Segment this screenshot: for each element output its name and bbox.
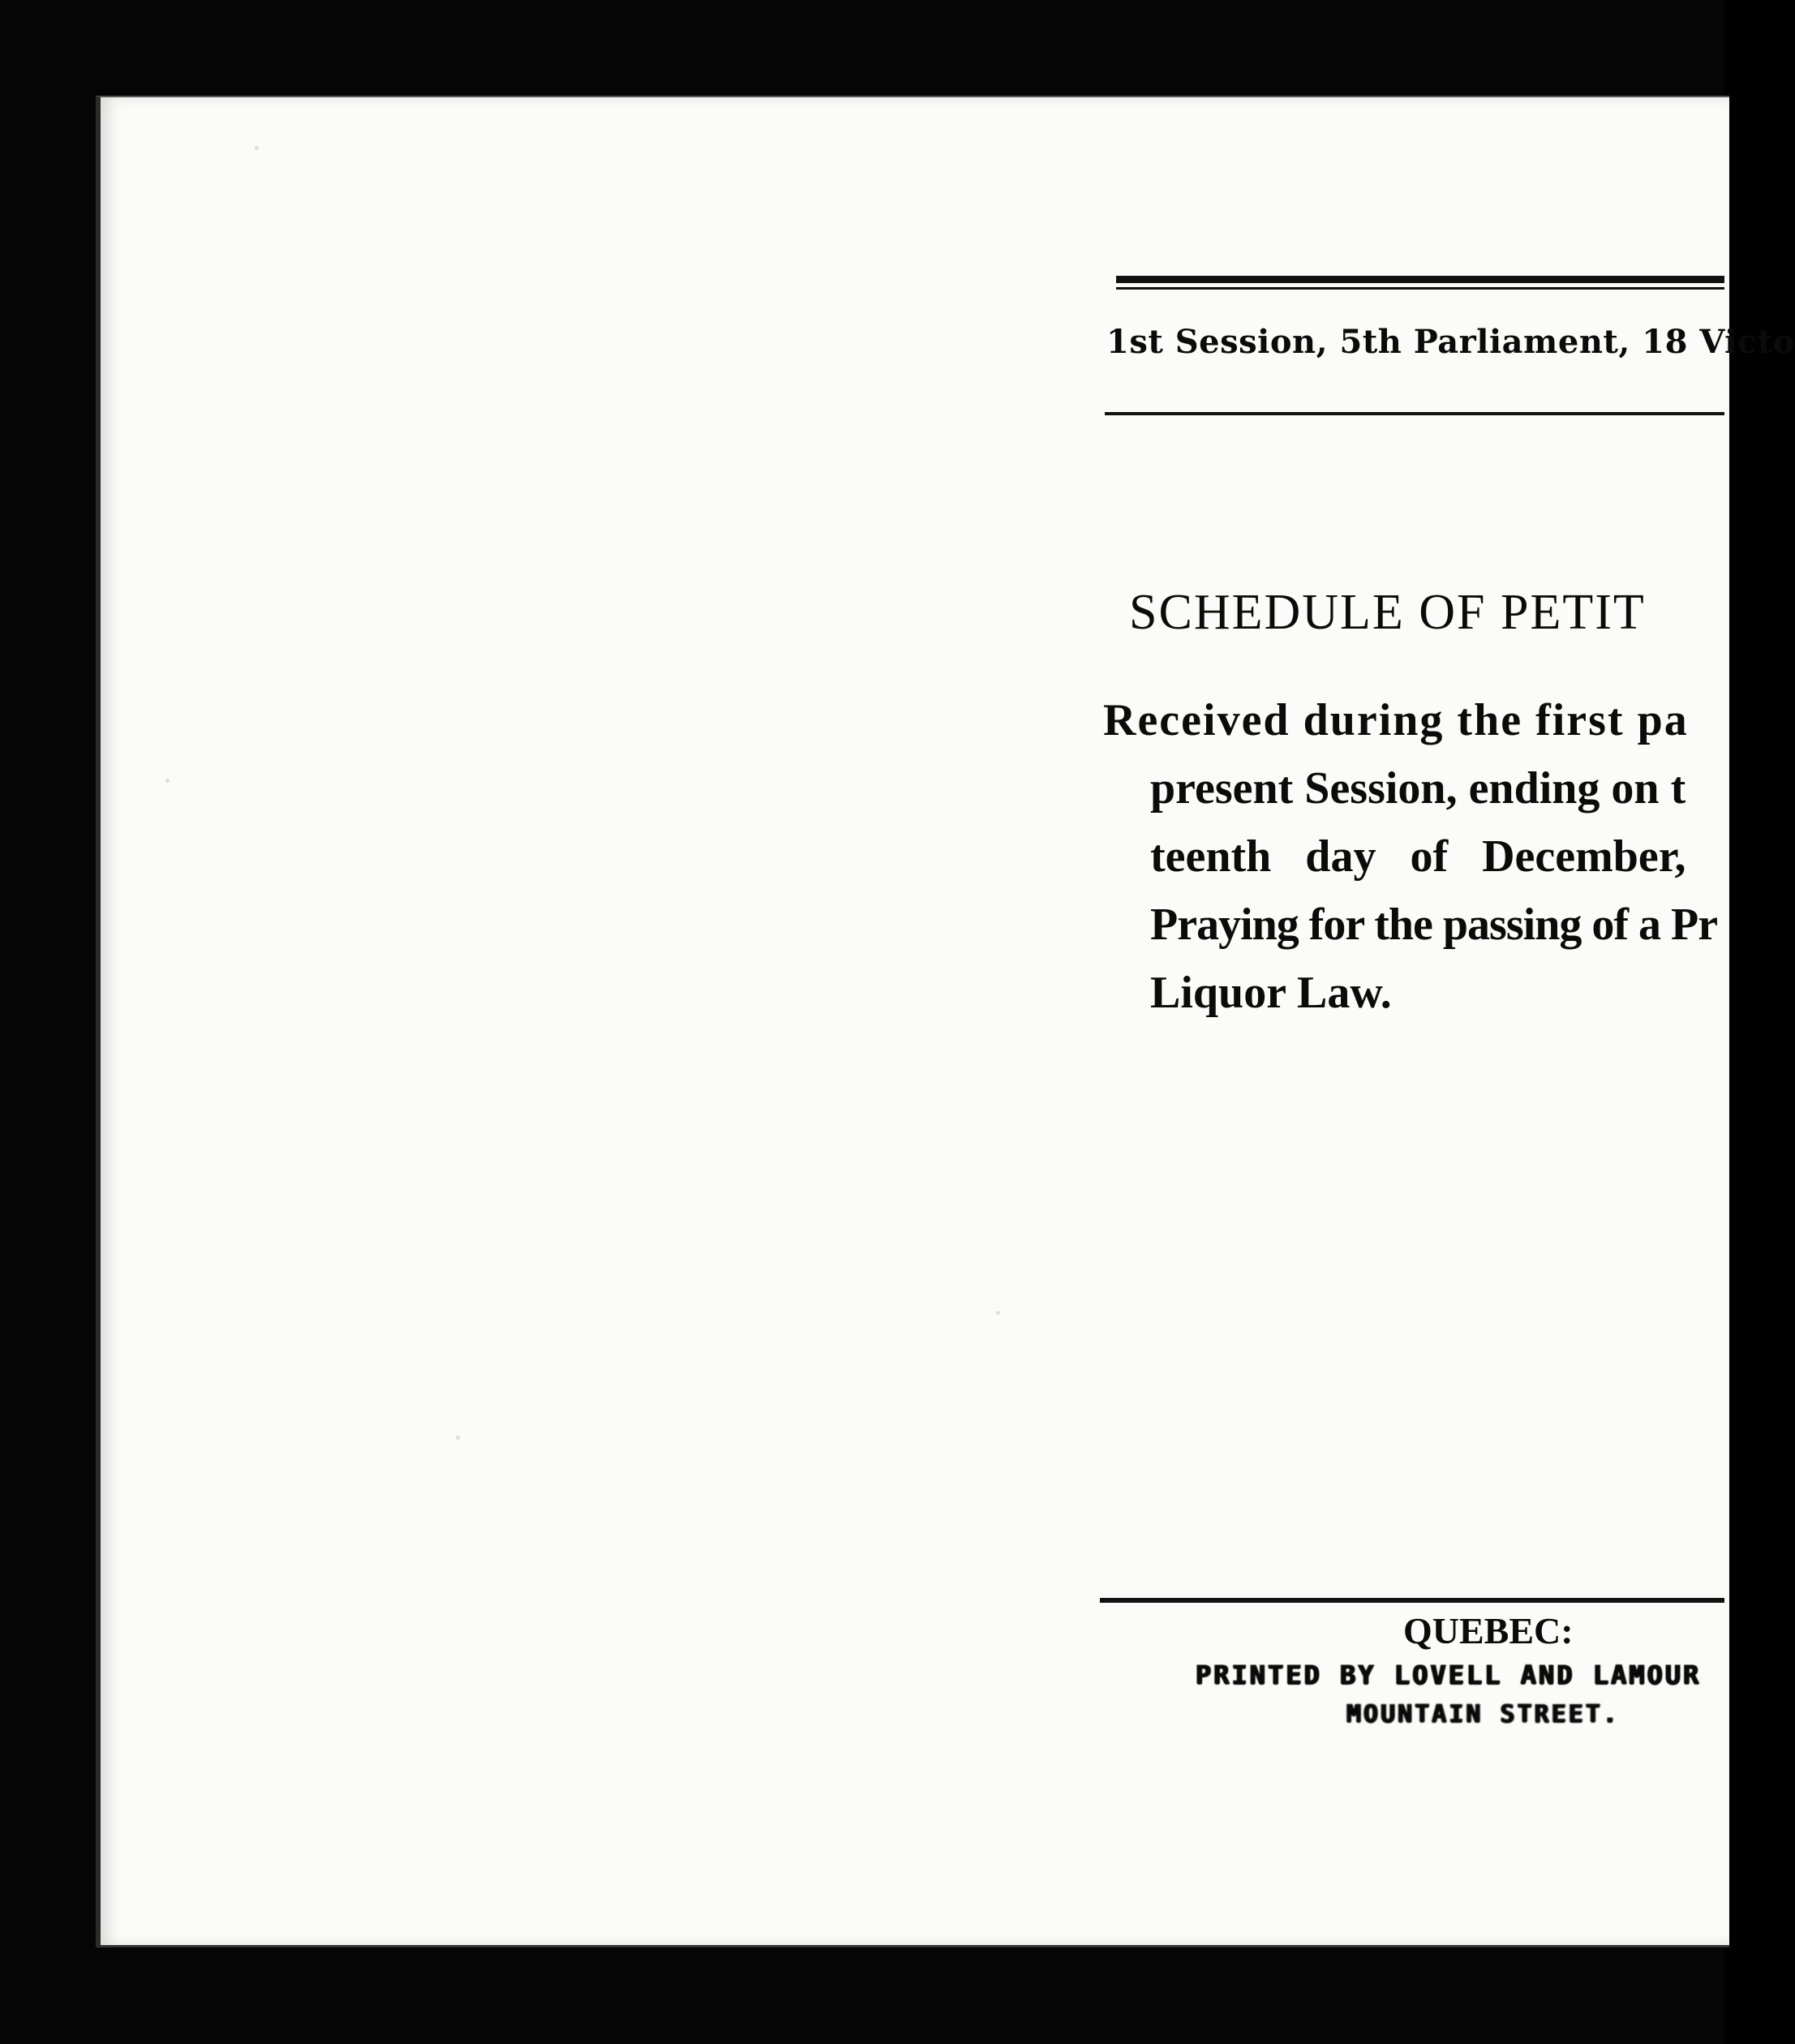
document-title: SCHEDULE OF PETIT (1129, 585, 1646, 640)
imprint-place: QUEBEC: (1403, 1610, 1574, 1651)
session-line: 1st Session, 5th Parliament, 18 Victo (1106, 323, 1795, 361)
paper-speck (255, 146, 259, 150)
imprint-printer: PRINTED BY LOVELL AND LAMOUR (1196, 1660, 1702, 1690)
imprint-rule (1100, 1598, 1724, 1603)
imprint-street: MOUNTAIN STREET. (1346, 1700, 1620, 1728)
paragraph-line-5: Liquor Law. (1150, 968, 1392, 1018)
session-underline (1105, 412, 1724, 415)
paragraph-line-3: teenth day of December, (1150, 831, 1686, 882)
top-thin-rule (1116, 287, 1724, 290)
paper-speck (165, 779, 170, 783)
paper-speck (996, 1311, 1000, 1315)
paper-speck (456, 1436, 460, 1440)
paragraph-line-1: Received during the first pa (1103, 695, 1689, 745)
paragraph-line-4: Praying for the passing of a Pr (1150, 900, 1718, 950)
paragraph-line-2: present Session, ending on t (1150, 763, 1686, 814)
top-thick-rule (1116, 276, 1724, 283)
